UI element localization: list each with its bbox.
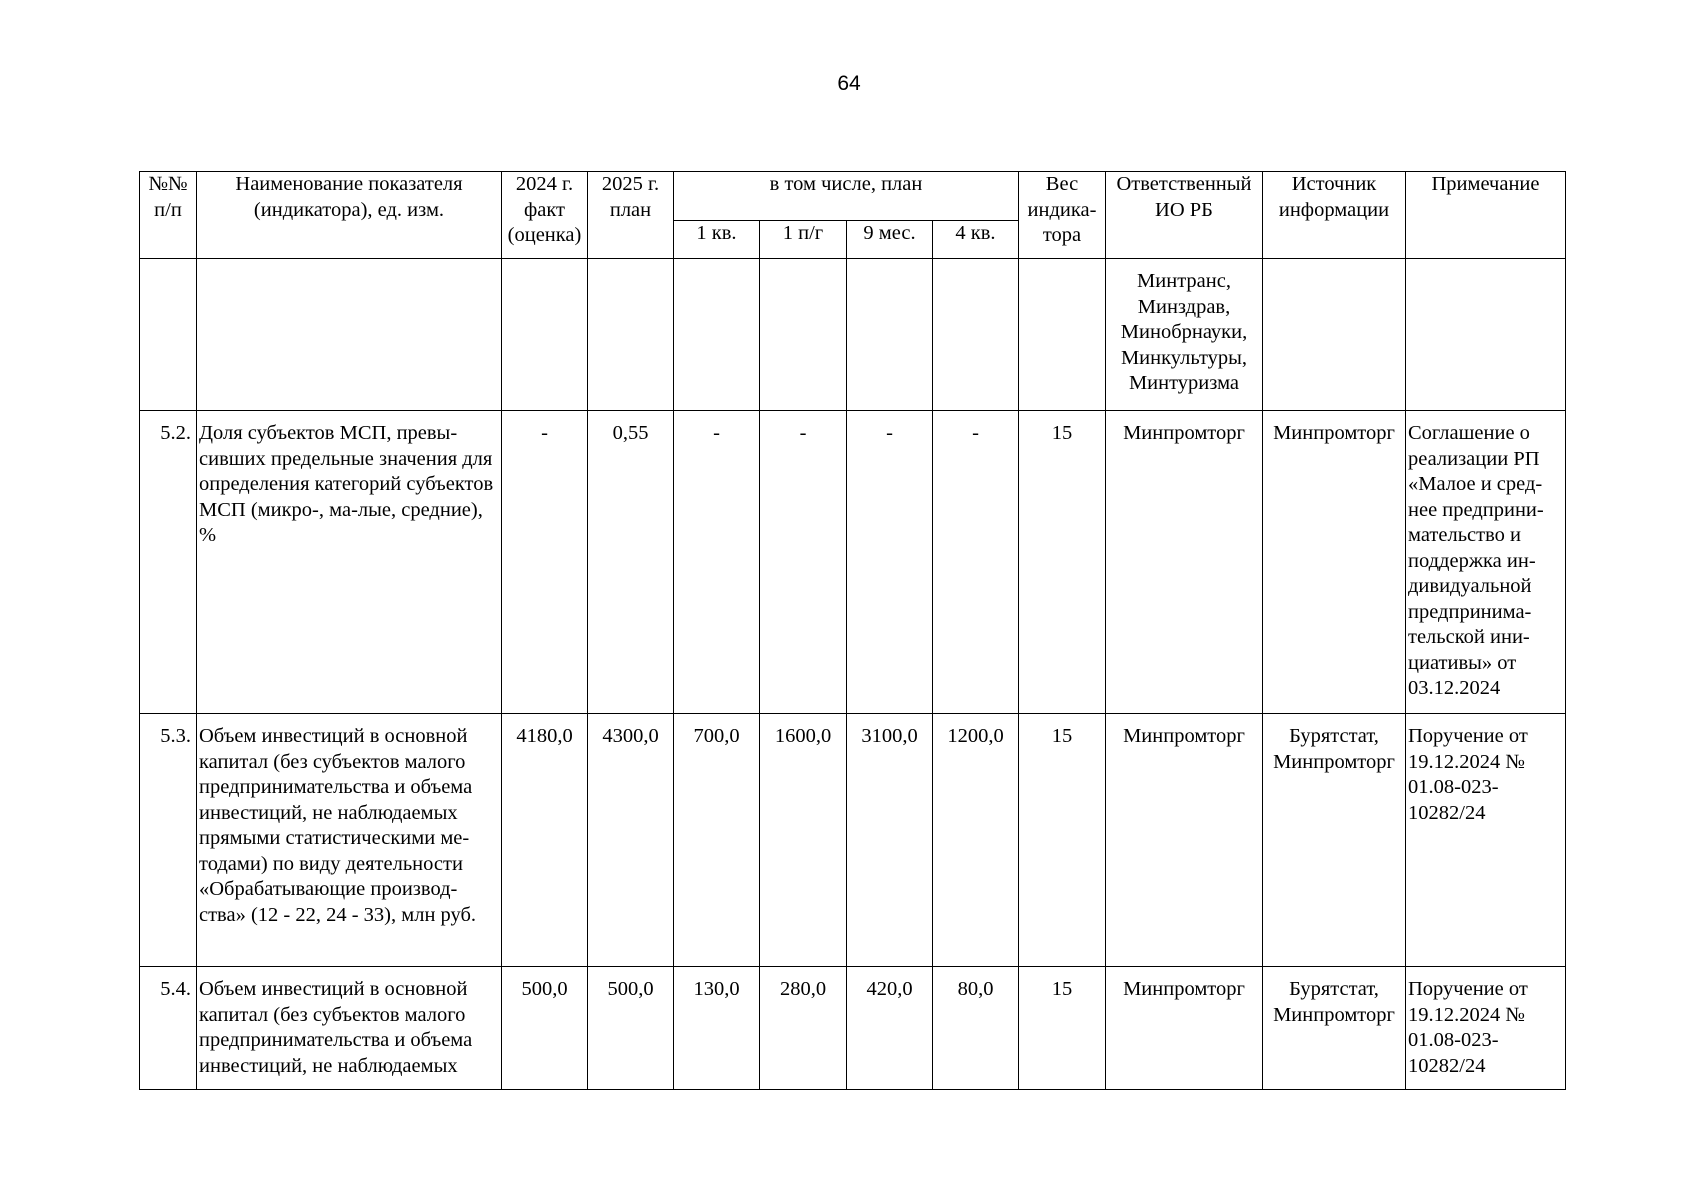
table-row bbox=[140, 967, 1566, 1090]
source-line: Минпромторг bbox=[1273, 1003, 1395, 1026]
cell-fact-2024 bbox=[502, 259, 588, 411]
cell-9m: 420,0 bbox=[847, 967, 933, 1090]
table-row bbox=[140, 714, 1566, 967]
cell-q1: 130,0 bbox=[674, 967, 760, 1090]
cell-h1: 1600,0 bbox=[760, 714, 847, 967]
responsible-line: Минпромторг bbox=[1123, 422, 1245, 444]
cell-h1 bbox=[760, 259, 847, 411]
header-weight: Вес индика-тора bbox=[1019, 172, 1106, 259]
header-num: №№ п/п bbox=[140, 172, 197, 259]
cell-note: Соглашение о реализации РП «Малое и сред-нее предприни-мательство и поддержка ин-дивидуальной предпринима-тельской ини-циативы» от 03.12.2024 bbox=[1406, 411, 1566, 714]
header-fact-2024: 2024 г. факт (оценка) bbox=[502, 172, 588, 259]
cell-9m: 3100,0 bbox=[847, 714, 933, 967]
header-q1: 1 кв. bbox=[674, 221, 760, 259]
header-9m: 9 мес. bbox=[847, 221, 933, 259]
cell-name: Объем инвестиций в основной капитал (без субъектов малого предпринимательства и объема инвестиций, не наблюдаемых bbox=[197, 967, 502, 1090]
cell-num: 5.2. bbox=[140, 411, 197, 714]
cell-name: Объем инвестиций в основной капитал (без субъектов малого предпринимательства и объема инвестиций, не наблюдаемых прямыми статистическими ме-тодами) по виду деятельности «Обрабатывающие производ-ства» (12 - 22, 24 - 33), млн руб. bbox=[197, 714, 502, 967]
cell-q4: 1200,0 bbox=[933, 714, 1019, 967]
cell-fact-2024: 500,0 bbox=[502, 967, 588, 1090]
header-responsible: Ответственный ИО РБ bbox=[1106, 172, 1263, 259]
cell-weight: 15 bbox=[1019, 967, 1106, 1090]
cell-plan-2025: 4300,0 bbox=[588, 714, 674, 967]
source-line: Минпромторг bbox=[1273, 750, 1395, 773]
responsible-line: Минтранс, bbox=[1137, 270, 1231, 292]
table-row bbox=[140, 259, 1566, 411]
cell-num: 5.4. bbox=[140, 967, 197, 1090]
table-row bbox=[140, 411, 1566, 714]
cell-q1 bbox=[674, 259, 760, 411]
responsible-line: Минпромторг bbox=[1123, 725, 1245, 747]
cell-num bbox=[140, 259, 197, 411]
responsible-line: Минздрав, bbox=[1137, 295, 1231, 318]
cell-plan-2025 bbox=[588, 259, 674, 411]
cell-num: 5.3. bbox=[140, 714, 197, 967]
cell-q4: - bbox=[933, 411, 1019, 714]
cell-fact-2024: 4180,0 bbox=[502, 714, 588, 967]
cell-source bbox=[1263, 714, 1406, 967]
cell-9m bbox=[847, 259, 933, 411]
cell-name bbox=[197, 259, 502, 411]
cell-responsible bbox=[1106, 714, 1263, 967]
responsible-line: Минпромторг bbox=[1123, 978, 1245, 1000]
cell-h1: - bbox=[760, 411, 847, 714]
page-number: 64 bbox=[837, 72, 861, 95]
header-incl-plan: в том числе, план bbox=[674, 172, 1019, 221]
responsible-line: Минтуризма bbox=[1128, 372, 1240, 394]
cell-name: Доля субъектов МСП, превы-сивших предельные значения для определения категорий субъектов МСП (микро-, ма-лые, средние), % bbox=[197, 411, 502, 714]
header-name: Наименование показателя (индикатора), ед. изм. bbox=[197, 172, 502, 259]
cell-note bbox=[1406, 259, 1566, 411]
cell-weight: 15 bbox=[1019, 411, 1106, 714]
source-line: Минпромторг bbox=[1273, 422, 1395, 444]
cell-weight: 15 bbox=[1019, 714, 1106, 967]
source-line: Бурятстат, bbox=[1289, 978, 1379, 1000]
indicators-table bbox=[139, 171, 1566, 1090]
cell-responsible bbox=[1106, 259, 1263, 411]
responsible-line: Минобрнауки, bbox=[1120, 321, 1248, 343]
cell-q4 bbox=[933, 259, 1019, 411]
header-h1: 1 п/г bbox=[760, 221, 847, 259]
cell-q1: 700,0 bbox=[674, 714, 760, 967]
source-line: Бурятстат, bbox=[1289, 725, 1379, 747]
cell-source bbox=[1263, 259, 1406, 411]
responsible-line: Минкультуры, bbox=[1120, 346, 1248, 369]
cell-fact-2024: - bbox=[502, 411, 588, 714]
cell-responsible bbox=[1106, 411, 1263, 714]
header-plan-2025: 2025 г. план bbox=[588, 172, 674, 259]
cell-source bbox=[1263, 967, 1406, 1090]
header-note: Примечание bbox=[1406, 172, 1566, 259]
cell-responsible bbox=[1106, 967, 1263, 1090]
cell-q4: 80,0 bbox=[933, 967, 1019, 1090]
header-source: Источник информации bbox=[1263, 172, 1406, 259]
cell-weight bbox=[1019, 259, 1106, 411]
cell-source bbox=[1263, 411, 1406, 714]
cell-plan-2025: 500,0 bbox=[588, 967, 674, 1090]
cell-9m: - bbox=[847, 411, 933, 714]
cell-q1: - bbox=[674, 411, 760, 714]
cell-h1: 280,0 bbox=[760, 967, 847, 1090]
header-q4: 4 кв. bbox=[933, 221, 1019, 259]
cell-plan-2025: 0,55 bbox=[588, 411, 674, 714]
cell-note: Поручение от 19.12.2024 № 01.08-023-10282/24 bbox=[1406, 967, 1566, 1090]
cell-note: Поручение от 19.12.2024 № 01.08-023-10282/24 bbox=[1406, 714, 1566, 967]
